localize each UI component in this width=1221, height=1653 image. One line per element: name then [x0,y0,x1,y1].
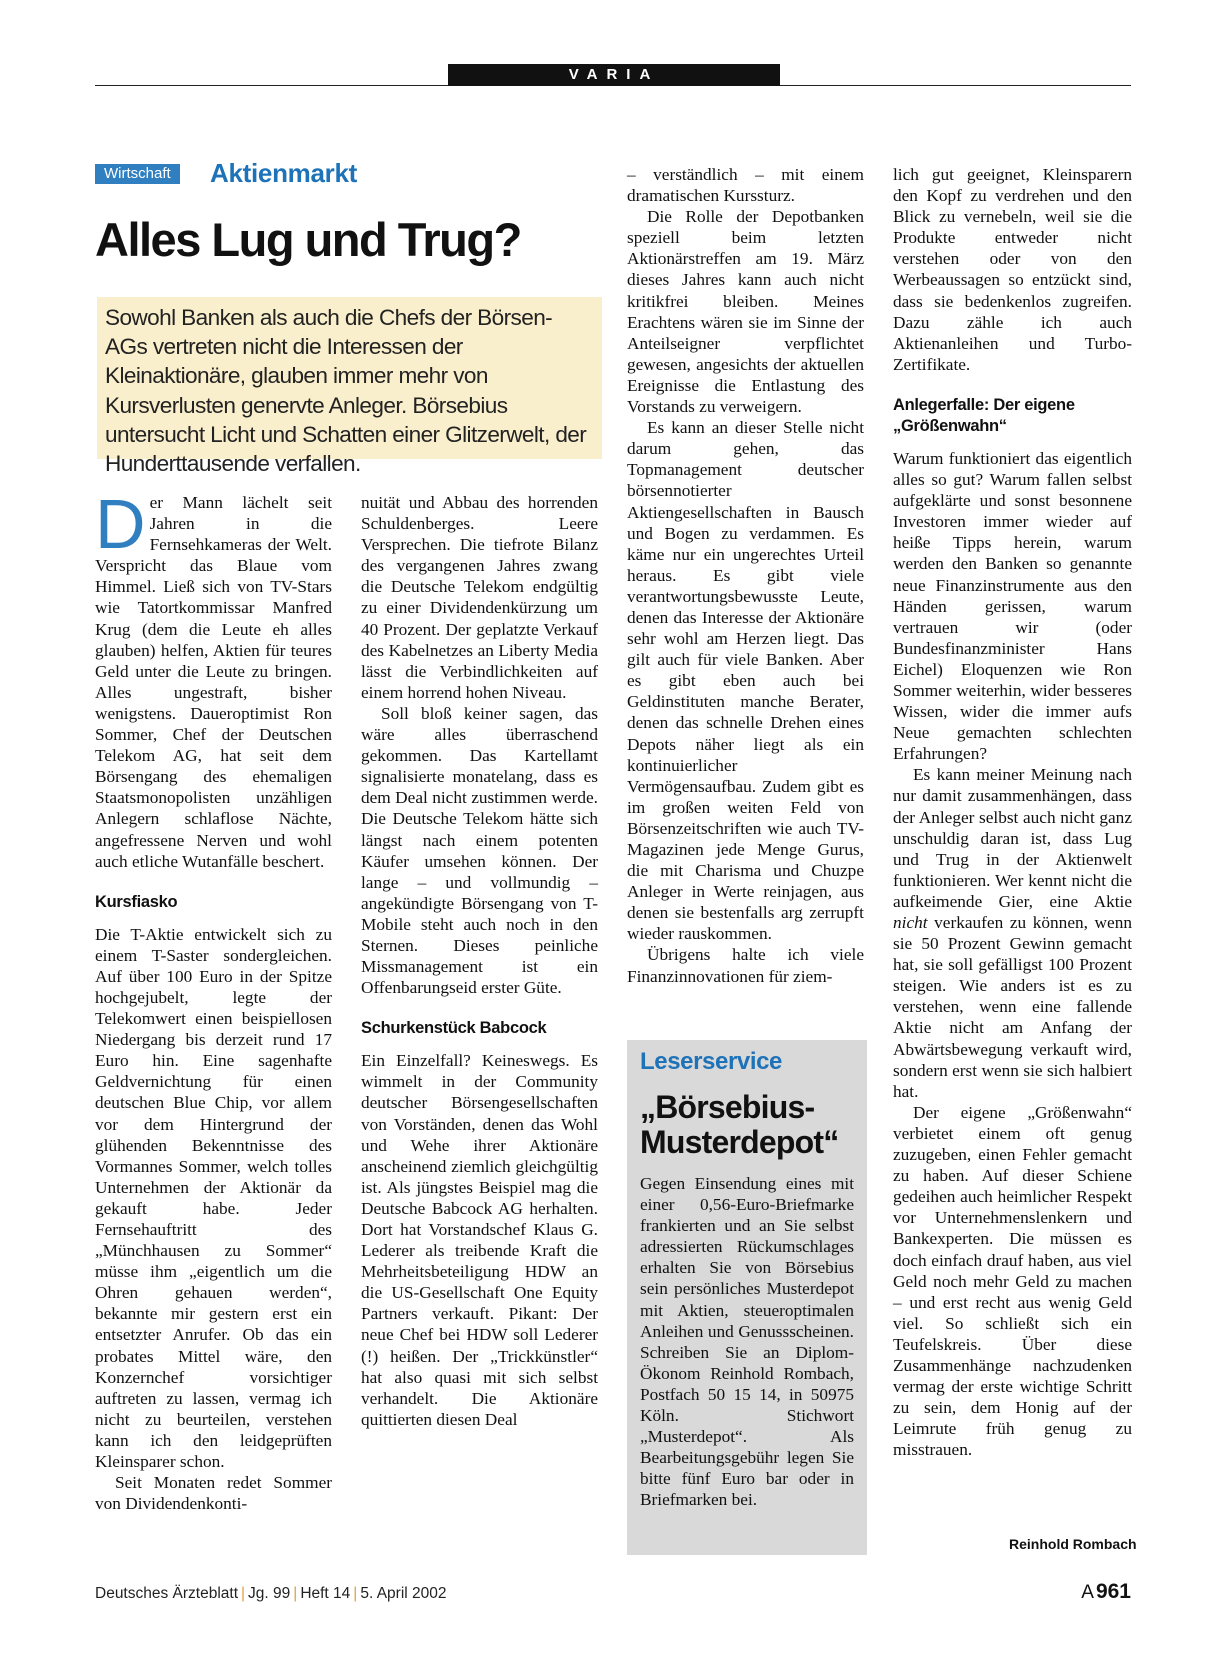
paragraph: Seit Monaten redet Sommer von Dividendenkonti- [95,1473,332,1514]
paragraph: Der Mann lächelt seit Jahren in die Fernsehkameras der Welt. Verspricht das Blaue vom Himmel. Ließ sich von TV-Stars wie Tatortkommissar Manfred Krug (dem die Leute eh alles glauben) helfen, Aktien für teures Geld unter die Leute zu bringen. Alles ungestraft, bisher wenigstens. Daueroptimist Ron Sommer, Chef der Deutschen Telekom AG, hat seit dem Börsengang des ehemaligen Staatsmonopolisten unzähligen Anlegern schlaflose Nächte, angefressene Nerven und wohl auch etliche Wutanfälle beschert. [95,485,332,871]
issue: Heft 14 [300,1585,351,1602]
lead-paragraph: Sowohl Banken als auch die Chefs der Börsen-AGs vertreten nicht die Interessen der Kleinaktionäre, glauben immer mehr von Kursverlusten genervte Anleger. Börsebius untersucht Licht und Schatten einer Glitzerwelt, der Hunderttausende verfallen. [97,297,602,459]
volume: Jg. 99 [248,1585,291,1602]
paragraph: Der eigene „Größenwahn“ verbietet einem oft genug zuzugeben, einen Fehler gemacht zu haben. Auf dieser Schiene gedeihen auch heimlicher Respekt vor Unternehmenslenkern und Bankexperten. Die müssen es doch einfach drauf haben, aus viel Geld noch mehr Geld zu machen – und erst recht aus wenig Geld viel. So schließt sich ein Teufelskreis. Über diese Zusammenhänge nachzudenken vermag der erste wichtige Schritt zu sein, dem Honig auf der Leimrute früh genug zu misstrauen. [893,1102,1132,1460]
column-4 [893,164,1132,1460]
page-number-value: 961 [1095,1580,1131,1603]
drop-cap: D [95,485,146,563]
headline: Alles Lug und Trug? [95,213,521,266]
paragraph: – verständlich – mit einem dramatischen Kurssturz. [627,165,864,206]
separator: | [293,1585,298,1602]
column-1 [95,485,332,1514]
paragraph: nuität und Abbau des horrenden Schuldenberges. Leere Versprechen. Die tiefrote Bilanz des vergangenen Jahres zwang die Deutsche Telekom endgültig zu einer Dividendenkürzung um 40 Prozent. Der geplatzte Verkauf des Kabelnetzes an Liberty Media lässt die Verbindlichkeiten auf einem horrend hohen Niveau. [361,493,598,702]
subheading: Schurkenstück Babcock [361,1019,547,1038]
paragraph: Übrigens halte ich viele Finanzinnovationen für ziem- [627,945,864,986]
subheading: Kursfiasko [95,892,178,911]
author-byline: Reinhold Rombach [1009,1536,1137,1552]
section-label: VARIA [448,64,780,86]
paragraph: Es kann an dieser Stelle nicht darum gehen, das Topmanagement deutscher börsennotierter Aktiengesellschaften in Bausch und Bogen zu verdammen. Es käme nur ein ungerechtes Urteil heraus. Es gibt viele verantwortungsbewusste Leute, denen das Interesse der Aktionäre sehr wohl am Herzen liegt. Das gilt auch für viele Banken. Aber es gibt eben auch bei Geldinstituten manche Berater, denen das schnelle Drehen eines Depots näher liegt als ein kontinuierlicher Vermögensaufbau. Zudem gibt es im großen weiten Feld von Börsenzeitschriften wie auch TV-Magazinen jede Menge Gurus, die mit Charisma und Chuzpe Anleger in Werte reinjagen, aus denen sie bestenfalls arg zerrupft wieder rauskommen. [627,418,864,944]
subheading: Anlegerfalle: Der eigene „Größenwahn“ [893,395,1075,435]
rubric-badge: Wirtschaft [95,164,180,184]
paragraph: Die T-Aktie entwickelt sich zu einem T-Saster sondergleichen. Auf über 100 Euro in der Spitze hochgejubelt, legte der Telekomwert einen beispiellosen Niedergang bis derzeit rund 17 Euro hin. Eine sagenhafte Geldvernichtung für einen deutschen Blue Chip, vor allem vor dem Hintergrund der glühenden Bekenntnisse des Vormannes Sommer, welch tolles Unternehmen der Aktionär da gekauft habe. Jeder Fernsehauftritt des „Münchhausen zu Sommer“ müsse ihm „eigentlich um die Ohren gehauen werden“, bekannte mir gestern erst ein entsetzter Anrufer. Ob das ein probates Mittel wäre, den Konzernchef vorsichtiger auftreten zu lassen, vermag ich nicht zu beurteilen, verstehen kann ich den leidgeprüften Kleinsparer schon. [95,924,332,1472]
box-body: Gegen Einsendung eines mit einer 0,56-Euro-Briefmarke frankierten und an Sie selbst adressierten Rückumschlages erhalten Sie von Börsebius sein persönliches Musterdepot mit Aktien, steueroptimalen Anleihen und Genussscheinen. Schreiben Sie an Diplom-Ökonom Reinhold Rombach, Postfach 50 15 14, in 50975 Köln. Stichwort „Musterdepot“. Als Bearbeitungsgebühr legen Sie bitte fünf Euro bar oder in Briefmarken bei. [640,1174,854,1510]
footer-citation [95,1585,447,1603]
reader-service-box [627,1040,867,1555]
box-title: „Börsebius-Musterdepot“ [640,1089,839,1160]
paragraph: lich gut geeignet, Kleinsparern den Kopf zu verdrehen und den Blick zu vernebeln, weil sie die Produkte entweder nicht verstehen oder von den Werbeaussagen so entzückt sind, dass sie bedenkenlos zugreifen. Dazu zähle ich auch Aktienanleihen und Turbo-Zertifikate. [893,165,1132,374]
paragraph: Soll bloß keiner sagen, das wäre alles überraschend gekommen. Das Kartellamt signalisierte monatelang, dass es dem Deal nicht zustimmen werde. Die Deutsche Telekom hätte sich längst nach einem potenten Käufer umsehen können. Der lange – und vollmundig – angekündigte Börsengang von T-Mobile steht auch noch in den Sternen. Dieses peinliche Missmanagement ist ein Offenbarungseid erster Güte. [361,703,598,998]
paragraph: Ein Einzelfall? Keineswegs. Es wimmelt in der Community deutscher Börsengesellschaften von Vorständen, denen das Wohl und Wehe ihrer Aktionäre anscheinend ziemlich gleichgültig ist. Als jüngstes Beispiel mag die Deutsche Babcock AG herhalten. Dort hat Vorstandschef Klaus G. Lederer als treibende Kraft die Mehrheitsbeteiligung HDW an die US-Gesellschaft One Equity Partners verkauft. Pikant: Der neue Chef bei HDW soll Lederer (!) heißen. Der „Trickkünstler“ hat also quasi mit sich selbst verhandelt. Die Aktionäre quittierten diesen Deal [361,1051,598,1429]
separator: | [241,1585,246,1602]
emphasis: nicht [893,913,928,932]
column-2 [361,492,598,1430]
box-kicker: Leserservice [640,1048,782,1075]
paragraph: Es kann meiner Meinung nach nur damit zusammenhängen, dass der Anleger selbst auch nicht ganz unschuldig daran ist, dass Lug und Trug in der Aktienwelt funktionieren. Wer kennt nicht die aufkeimende Gier, eine Aktie nicht verkaufen zu können, wenn sie 50 Prozent Gewinn gemacht hat, sie soll gefälligst 100 Prozent steigen. Wie anders ist es zu verstehen, wenn eine fallende Aktie nicht am Anfang der Abwärtsbewegung verkauft wird, sondern erst wenn sie sich halbiert hat. [893,765,1132,1101]
column-3 [627,164,864,987]
paragraph: Warum funktioniert das eigentlich alles so gut? Warum fallen selbst aufgeklärte und sonst besonnene Investoren immer wieder auf heiße Tipps herein, warum werden den Banken so genannte neue Finanzinstrumente aus den Händen gerissen, warum vertrauen wir (oder Bundesfinanzminister Hans Eichel) Eloquenzen wie Ron Sommer weiterhin, wider besseres Wissen, wider die immer aufs Neue gemachten schlechten Erfahrungen? [893,448,1132,764]
page-number [1081,1580,1131,1604]
separator: | [353,1585,358,1602]
topic-label: Aktienmarkt [210,158,357,188]
paragraph: Die Rolle der Depotbanken speziell beim letzten Aktionärstreffen am 19. März dieses Jahres kann auch nicht kritikfrei bleiben. Meines Erachtens wären sie im Sinne der Anteilseigner verpflichtet gewesen, angesichts der aktuellen Ereignisse die Entlastung des Vorstands zu verweigern. [627,207,864,417]
date: 5. April 2002 [360,1585,447,1602]
page-prefix: A [1081,1582,1094,1603]
journal-name: Deutsches Ärzteblatt [95,1585,239,1602]
